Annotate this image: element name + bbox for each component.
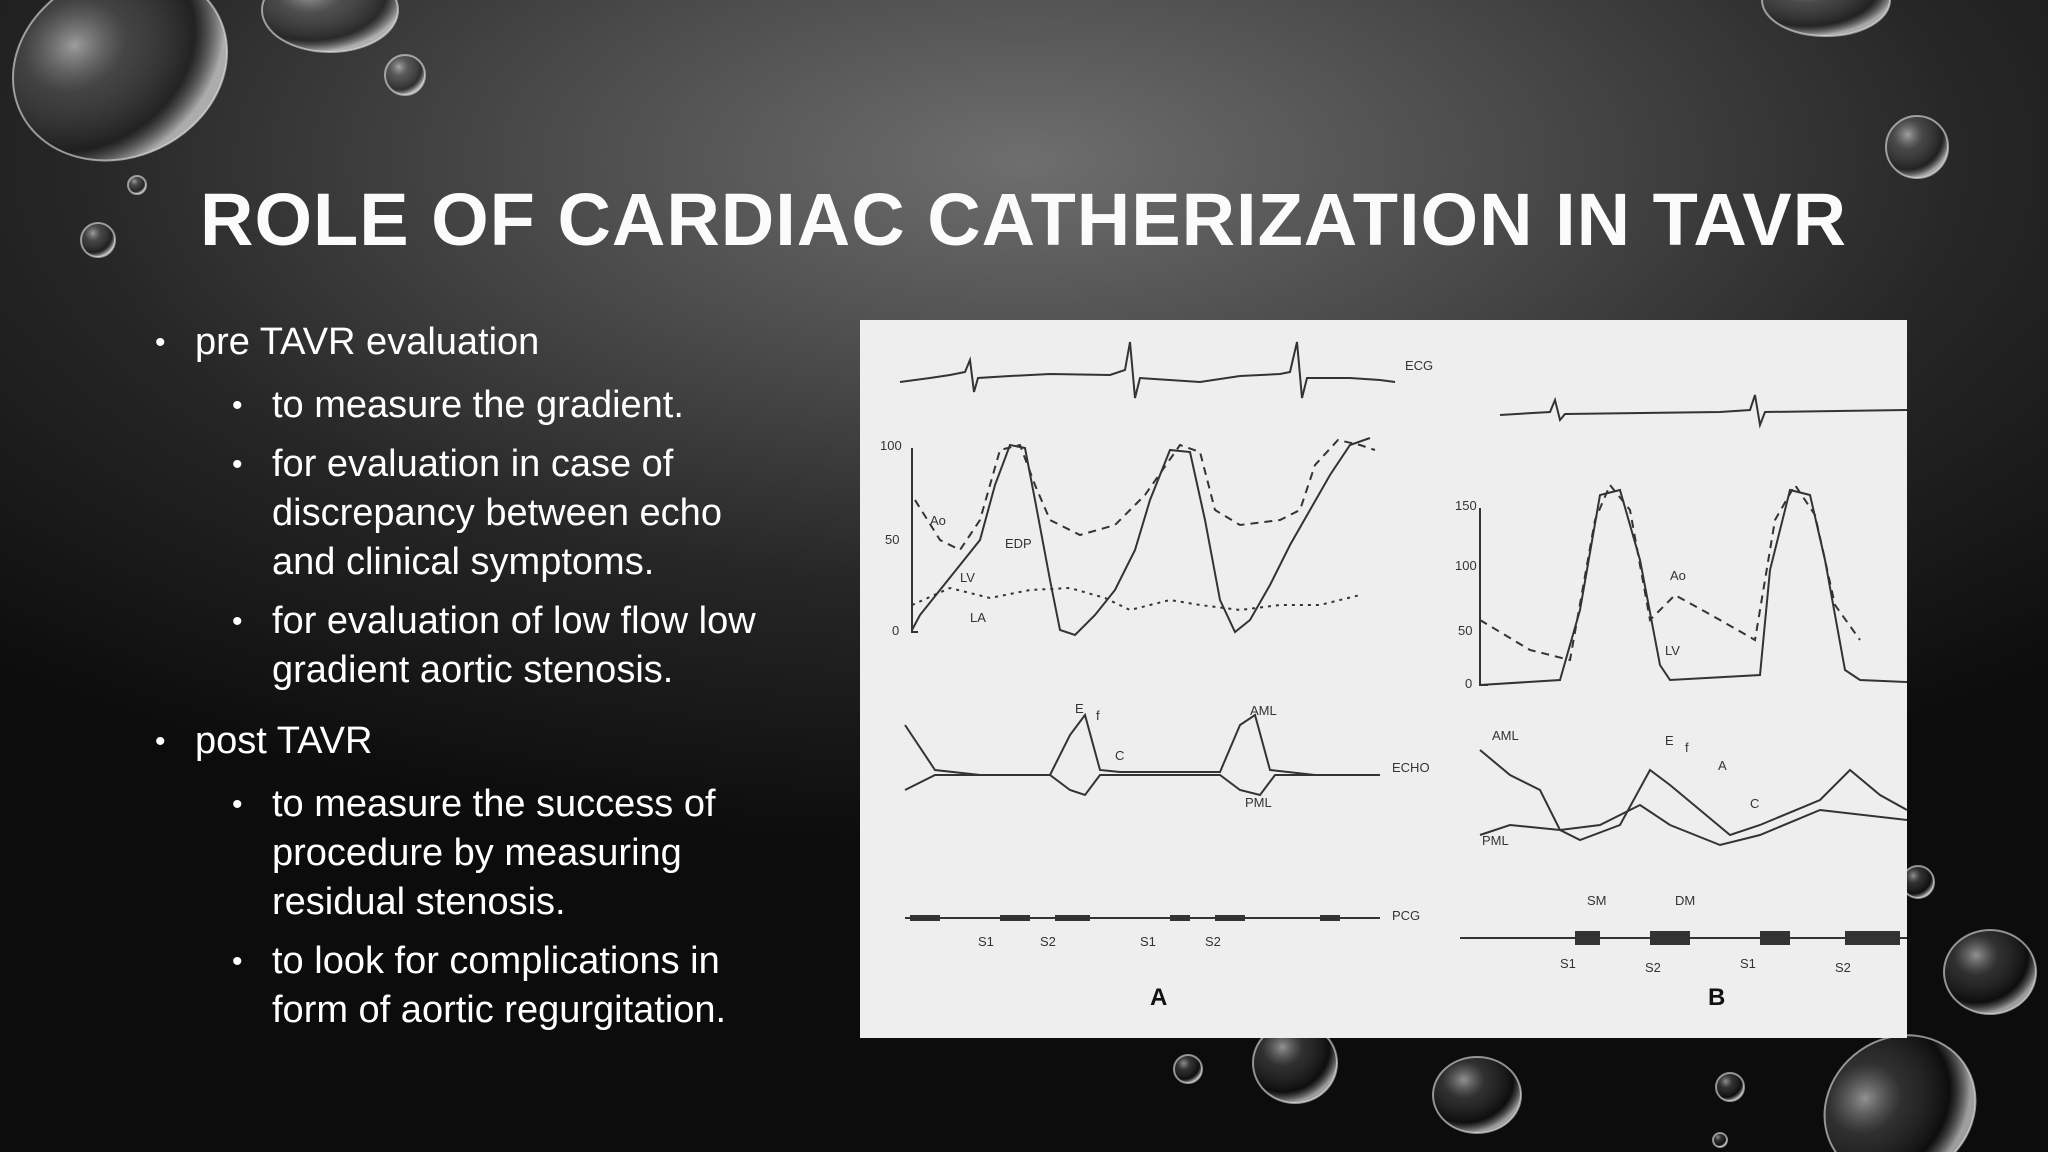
sub-bullet [155, 597, 795, 695]
hemodynamic-tracings-figure [860, 320, 1907, 1038]
bullet-dot-icon: • [232, 389, 243, 422]
bullet-text: pre TAVR evaluation [195, 321, 540, 363]
sound-s1: S1 [978, 934, 994, 949]
sound-s1-b: S1 [1560, 956, 1576, 971]
sound-s2-b: S2 [1835, 960, 1851, 975]
label-ao-b: Ao [1670, 568, 1686, 583]
scale-0: 0 [892, 623, 900, 638]
label-f: f [1096, 708, 1100, 723]
label-ecg: ECG [1405, 358, 1434, 373]
sub-bullet-text: for evaluation in case of discrepancy between echo and clinical symptoms. [272, 443, 722, 583]
bullet-dot-icon: • [155, 725, 166, 758]
sub-bullet [155, 780, 795, 927]
sound-s2: S2 [1040, 934, 1056, 949]
bullet-pre-tavr [155, 318, 795, 367]
bullet-list [155, 318, 795, 1045]
scale-0: 0 [1465, 676, 1473, 691]
tracings-image [860, 320, 1907, 1038]
panel-b-label: B [1708, 984, 1726, 1011]
label-edp: EDP [1005, 536, 1032, 551]
label-e: E [1075, 701, 1084, 716]
label-e-b: E [1665, 733, 1674, 748]
label-ao: Ao [930, 513, 946, 528]
scale-100: 100 [1455, 558, 1477, 573]
label-sm: SM [1587, 893, 1607, 908]
bullet-dot-icon: • [155, 326, 166, 359]
label-la: LA [970, 610, 986, 625]
sub-bullet [155, 440, 795, 587]
label-pml: PML [1245, 795, 1272, 810]
sub-bullet-text: to measure the gradient. [272, 384, 684, 426]
bullet-text: post TAVR [195, 720, 373, 762]
label-aml: AML [1250, 703, 1277, 718]
scale-100: 100 [880, 438, 902, 453]
panel-a-label: A [1150, 984, 1168, 1011]
label-pcg: PCG [1392, 908, 1421, 923]
label-lv: LV [960, 570, 975, 585]
label-pml-b: PML [1482, 833, 1509, 848]
bullet-post-tavr [155, 717, 795, 766]
scale-50: 50 [1458, 623, 1473, 638]
sound-s1: S1 [1140, 934, 1156, 949]
bullet-dot-icon: • [232, 945, 243, 978]
sub-bullet [155, 937, 795, 1035]
label-echo: ECHO [1392, 760, 1430, 775]
sound-s2: S2 [1205, 934, 1221, 949]
label-lv-b: LV [1665, 643, 1680, 658]
bullet-dot-icon: • [232, 448, 243, 481]
bullet-dot-icon: • [232, 788, 243, 821]
scale-150: 150 [1455, 498, 1477, 513]
slide-title: ROLE OF CARDIAC CATHERIZATION IN TAVR [200, 177, 1848, 261]
bullet-dot-icon: • [232, 605, 243, 638]
label-aml-b: AML [1492, 728, 1519, 743]
sound-s2-b: S2 [1645, 960, 1661, 975]
label-dm: DM [1675, 893, 1696, 908]
label-f-b: f [1685, 740, 1689, 755]
scale-50: 50 [885, 532, 900, 547]
sub-bullet-text: to measure the success of procedure by measuring residual stenosis. [272, 783, 716, 923]
label-a-b: A [1718, 758, 1727, 773]
sub-bullet [155, 381, 795, 430]
sound-s1-b: S1 [1740, 956, 1756, 971]
label-c: C [1115, 748, 1125, 763]
sub-bullet-text: to look for complications in form of aortic regurgitation. [272, 940, 727, 1031]
label-c-b: C [1750, 796, 1760, 811]
sub-bullet-text: for evaluation of low flow low gradient aortic stenosis. [272, 600, 756, 691]
